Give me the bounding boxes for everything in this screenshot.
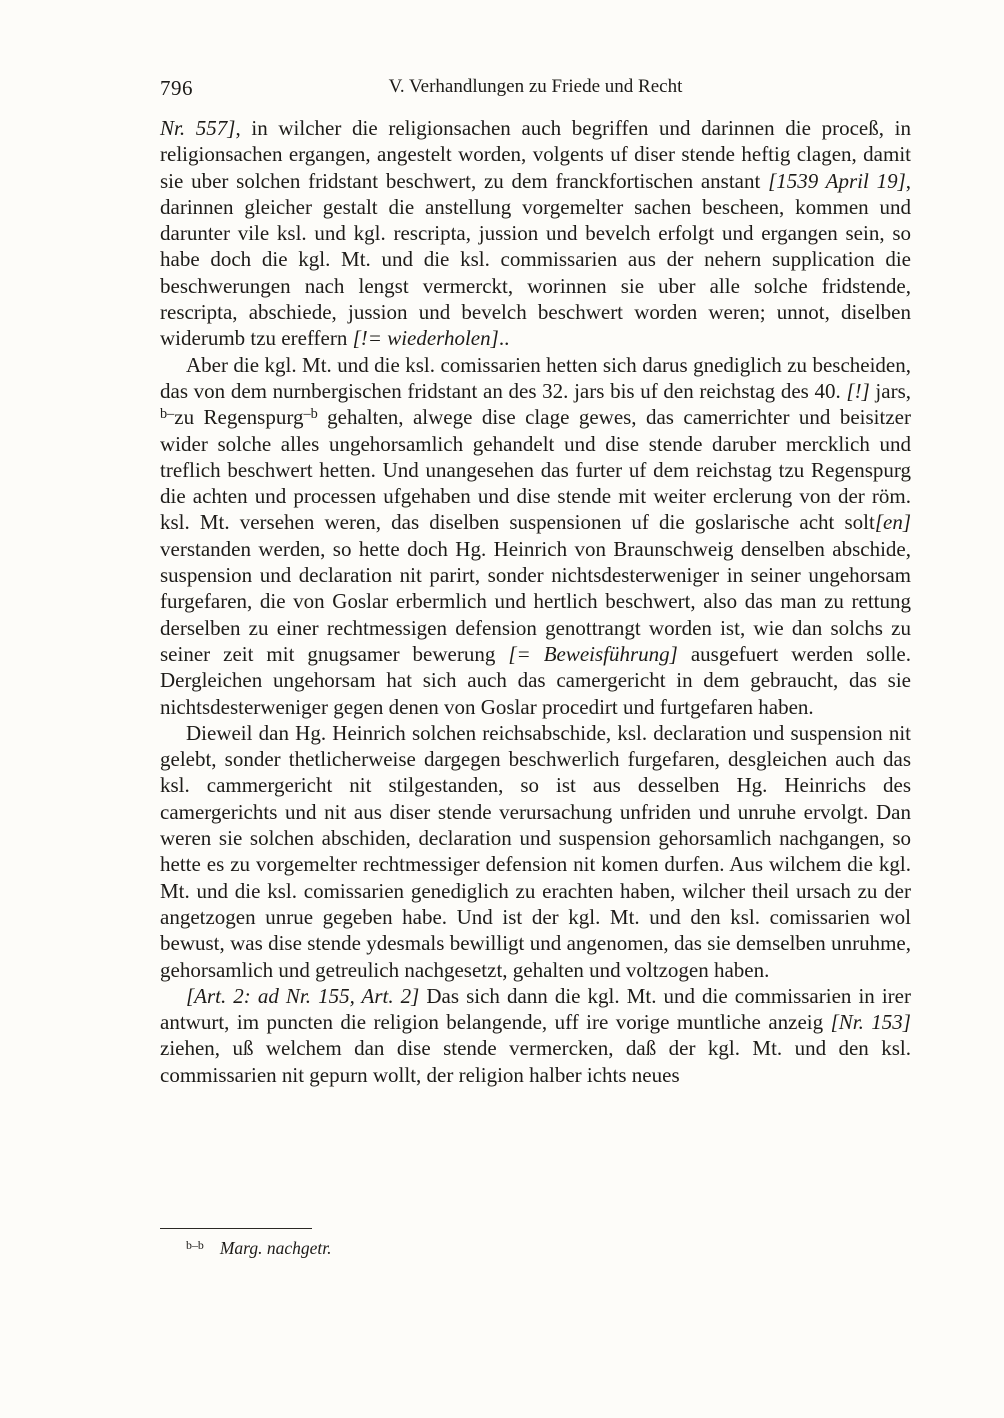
footnote-section	[160, 1228, 911, 1259]
running-title: V. Verhandlungen zu Friede und Recht	[388, 76, 683, 97]
footnote	[160, 1237, 911, 1259]
page-number: 796	[160, 76, 193, 100]
editorial-note: [en]	[874, 510, 911, 535]
page-header	[160, 76, 911, 98]
paragraph	[160, 115, 911, 352]
critical-note-marker: –b	[303, 405, 318, 422]
editorial-note: [Nr. 153]	[830, 1010, 911, 1035]
text-run: , darinnen gleicher gestalt die anstellung vorgemelter sachen bescheen, kommen und darunter vile ksl. und kgl. rescripta, jussion und bevelch erfolgt und ergangen sein, so habe doch die kgl. Mt. und die ksl. commissarien aus der nehern supplication die beschwerungen nach lengst vermerckt, worinnen sie uber alle solche fridstende, rescripta, abschiede, jussion und bevelch beschwert worden weren; unnot, diselben widerumb tzu ereffern	[160, 168, 911, 351]
text-run: Das sich dann die kgl. Mt. und die commissarien in irer antwurt, im puncten die religion belangende, uff ire vorige muntliche anzeig	[160, 983, 911, 1035]
editorial-note: [!= wiederholen]	[352, 326, 499, 351]
text-run: gehalten, alwege dise clage gewes, das camerrichter und beisitzer wider solche alles ungehorsamlich gehandelt und dise stende daruber mercklich und treflich beschwert hetten. Und unangesehen das furter uf dem reichstag tzu Regenspurg die achten und processen ufgehaben und dise stende mit weiter erclerung von der röm. ksl. Mt. versehen weren, das diselben suspensionen uf die goslarische acht solt	[160, 405, 911, 535]
editorial-note: Nr. 557]	[160, 116, 236, 140]
paragraph	[160, 352, 911, 720]
footnote-text: Marg. nachgetr.	[219, 1238, 332, 1258]
editorial-note: [Art. 2: ad Nr. 155, Art. 2]	[186, 983, 420, 1008]
footnote-marker: b–b	[186, 1237, 204, 1252]
text-run: , in wilcher die religionsachen auch begriffen und darinnen die proceß, in religionsachen ergangen, angestelt worden, volgents uf diser stende heftig clagen, damit sie uber solchen fridstant beschwert, zu dem franckfortischen anstant	[160, 116, 911, 193]
text-run: verstanden werden, so hette doch Hg. Heinrich von Braunschweig denselben abschide, suspension und declaration nit parirt, sonder nichtsdesterweniger in seiner ungehorsam furgefaren, die von Goslar erbermlich und hertlich beschwert, also das man zu rettung derselben zu einer rechtmessigen defension genottrangt worden ist, wie dan solchs zu seiner zeit mit gnugsamer bewerung	[160, 536, 911, 666]
text-run: zu Regenspurg	[174, 405, 304, 430]
paragraph	[160, 720, 911, 983]
editorial-note: [= Beweisführung]	[508, 641, 678, 666]
text-run: ..	[498, 326, 510, 351]
text-run: ausgefuert werden solle. Dergleichen ungehorsam hat sich auch das camergericht in dem gebraucht, das sie nichtsdesterweniger gegen denen von Goslar procedirt und furtgefaren haben.	[160, 641, 911, 719]
editorial-note: [1539 April 19]	[768, 168, 906, 193]
paragraph	[160, 983, 911, 1088]
text-run: Aber die kgl. Mt. und die ksl. comissarien hetten sich darus gnediglich zu bescheiden, das von dem nurnbergischen fridstant an des 32. jars bis uf den reichstag des 40.	[160, 352, 911, 403]
footnote-separator	[160, 1228, 312, 1229]
text-run: jars,	[869, 378, 912, 403]
text-run: ziehen, uß welchem dan dise stende vermercken, daß der kgl. Mt. und den ksl. commissarien nit gepurn wollt, der religion halber ichts neues	[160, 1036, 911, 1087]
body-text	[160, 115, 911, 1088]
critical-note-marker: b–	[160, 405, 175, 422]
editorial-note: [!]	[846, 378, 870, 403]
text-run: Dieweil dan Hg. Heinrich solchen reichsabschide, ksl. declaration und suspension nit gelebt, sonder thetlicherweise dargegen beschwerlich furgefaren, desgleichen auch das ksl. cammergericht nit stilgestanden, so ist aus desselben Hg. Heinrichs des camergerichts und nit aus diser stende verursachung unfriden und unruhe ervolgt. Dan weren sie solchen abschiden, declaration und suspension gehorsamlich nachgangen, so hette es zu vorgemelter rechtmessiger defension nit komen durfen. Aus wilchem die kgl. Mt. und die ksl. comissarien genediglich zu erachten haben, wilcher theil ursach zu der angetzogen unrue gegeben habe. Und ist der kgl. Mt. und den ksl. comissarien wol bewust, was dise stende ydesmals bewilligt und angenomen, das sie demselben unruhme, gehorsamlich und getreulich nachgesetzt, gehalten und voltzogen haben.	[160, 720, 911, 982]
